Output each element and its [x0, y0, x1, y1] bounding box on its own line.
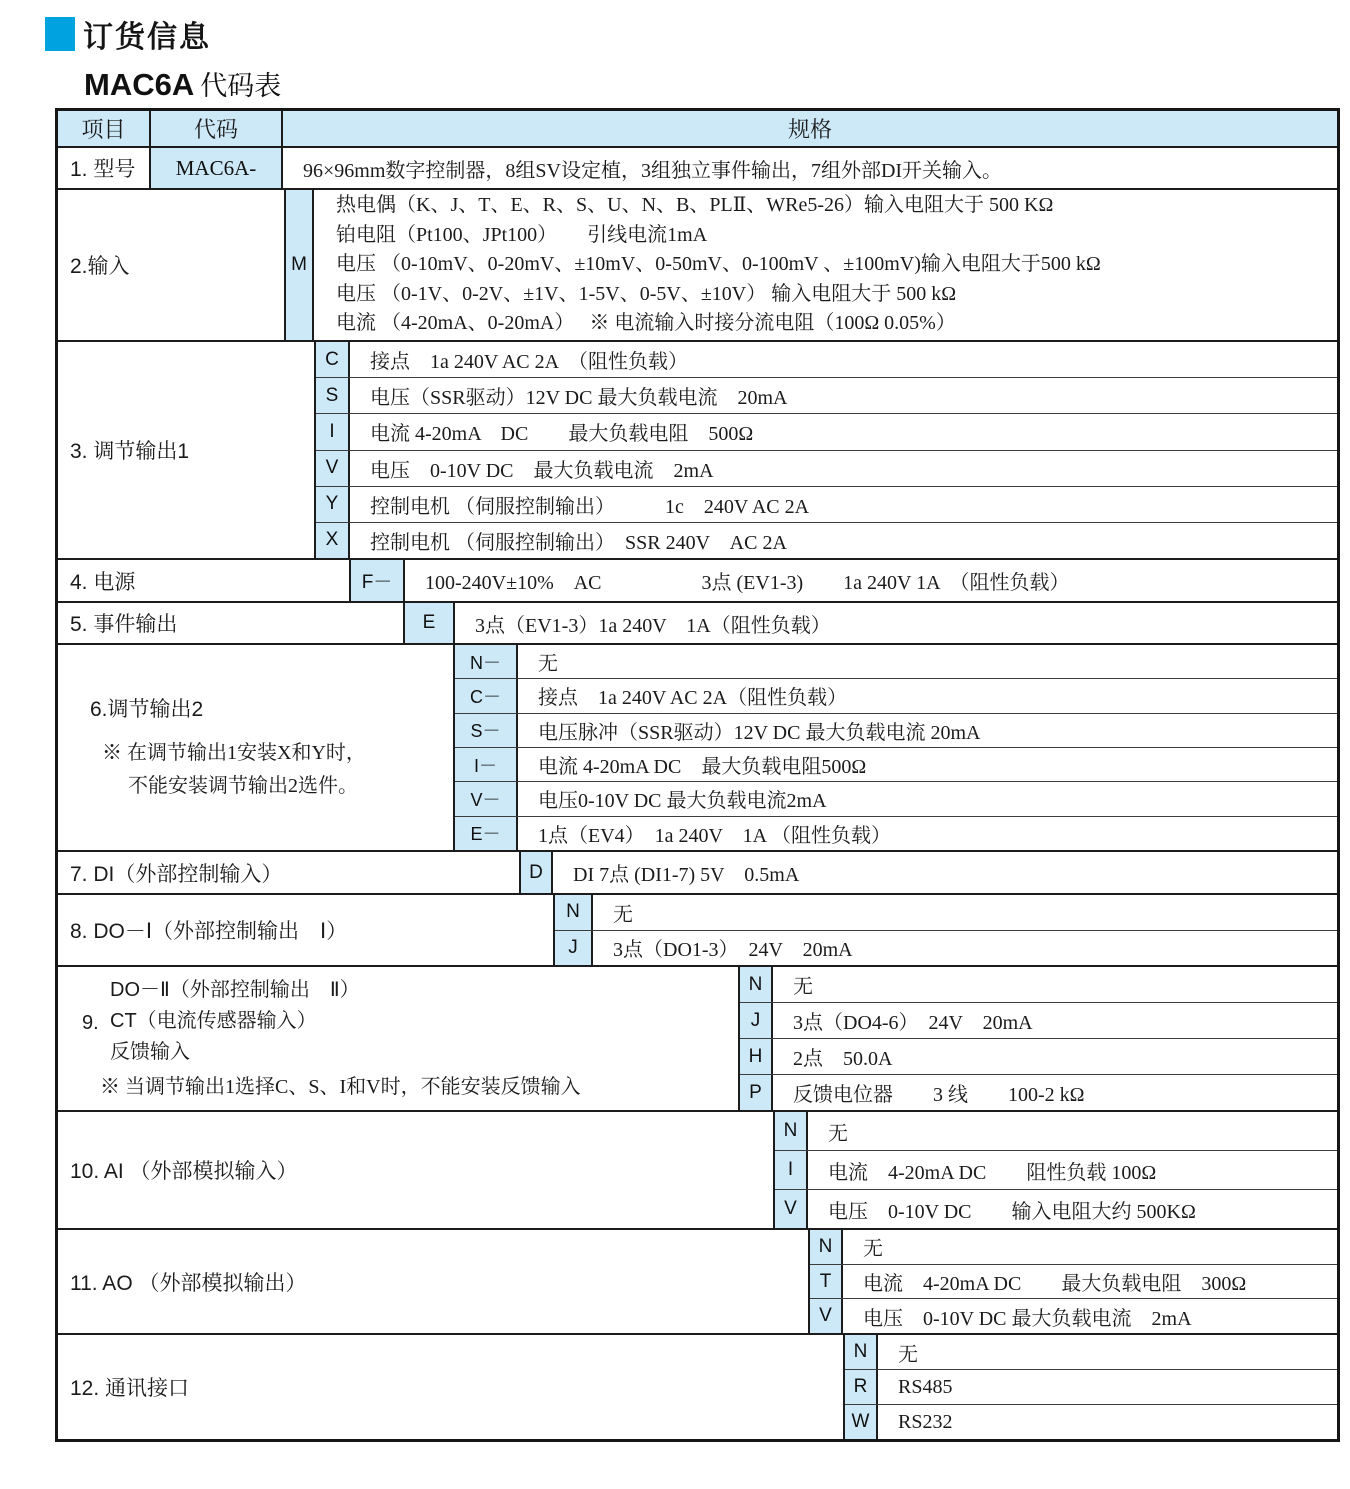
spec-cell: 电压 0-10V DC 最大负载电流 2mA	[370, 459, 714, 482]
code-cell: T	[810, 1265, 843, 1299]
spec-cell: 接点 1a 240V AC 2A （阻性负载）	[370, 351, 688, 374]
option-list	[845, 1335, 1337, 1439]
spec-cell: 3点（DO4-6） 24V 20mA	[793, 1012, 1033, 1034]
option-row	[316, 450, 1337, 486]
table-header-row	[58, 111, 1337, 146]
option-row	[775, 1189, 1337, 1228]
item-line: 反馈输入	[110, 1040, 190, 1063]
row-12-comm-interface	[58, 1333, 1337, 1439]
spec-cell	[314, 190, 1337, 340]
code-cell: C－	[455, 679, 518, 712]
code-cell: E	[405, 603, 455, 643]
model-name: MAC6A	[84, 67, 195, 102]
code-cell: R	[845, 1370, 878, 1404]
option-row	[810, 1230, 1337, 1264]
spec-cell: 控制电机 （伺服控制输出） 1c 240V AC 2A	[370, 495, 810, 518]
option-list	[555, 895, 1337, 965]
row-4-power	[58, 558, 1337, 601]
row-8-do-1	[58, 893, 1337, 965]
code-cell: C	[316, 342, 350, 377]
item-cell: 7. DI（外部控制输入）	[58, 852, 521, 893]
option-row	[555, 895, 1337, 930]
code-cell: V	[316, 451, 350, 486]
code-cell: I－	[455, 748, 518, 781]
code-cell: N	[845, 1335, 878, 1369]
code-cell: Y	[316, 487, 350, 522]
code-cell: S	[316, 378, 350, 413]
code-cell: V－	[455, 782, 518, 815]
code-cell: P	[740, 1075, 773, 1110]
code-cell: N	[810, 1230, 843, 1264]
spec-line: 铂电阻（Pt100、JPt100） 引线电流1mA	[336, 223, 708, 246]
item-cell: 2.输入	[58, 190, 286, 340]
option-list	[740, 967, 1337, 1110]
spec-cell: 电压 0-10V DC 最大负载电流 2mA	[863, 1307, 1192, 1330]
spec-cell: 电压脉冲（SSR驱动）12V DC 最大负载电流 20mA	[538, 721, 981, 744]
row-6-control-output-2	[58, 643, 1337, 850]
row-3-control-output-1	[58, 340, 1337, 558]
spec-line: 电流 （4-20mA、0-20mA） ※ 电流输入时接分流电阻（100Ω 0.05%）	[336, 312, 956, 335]
spec-cell: 电流 4-20mA DC 最大负载电阻500Ω	[538, 756, 867, 779]
code-cell: I	[316, 414, 350, 449]
option-row	[316, 486, 1337, 522]
spec-cell: 96×96mm数字控制器，8组SV设定植，3组独立事件输出，7组外部DI开关输入。	[303, 159, 1003, 182]
option-row	[845, 1369, 1337, 1404]
header-spec: 规格	[787, 117, 832, 142]
option-row	[740, 1074, 1337, 1110]
option-row	[775, 1150, 1337, 1189]
option-row	[555, 930, 1337, 966]
item-line: CT（电流传感器输入）	[110, 1009, 317, 1032]
option-row	[455, 678, 1337, 712]
code-cell: M	[286, 190, 314, 340]
item-title: 6.调节输出2	[90, 697, 204, 721]
row-2-input	[58, 188, 1337, 340]
option-row	[455, 816, 1337, 850]
subtitle-suffix: 代码表	[200, 71, 282, 101]
row-10-ai	[58, 1110, 1337, 1228]
spec-cell: 接点 1a 240V AC 2A（阻性负载）	[538, 687, 848, 710]
code-cell: J	[555, 931, 593, 966]
option-row	[316, 522, 1337, 558]
row-number: 9.	[82, 1011, 99, 1034]
spec-cell: 3点（EV1-3）1a 240V 1A（阻性负载）	[475, 614, 831, 637]
code-cell: F－	[351, 560, 405, 601]
item-note: ※ 当调节输出1选择C、S、I和V时，不能安装反馈输入	[100, 1075, 581, 1098]
code-cell: E－	[455, 817, 518, 850]
code-cell: V	[810, 1299, 843, 1333]
spec-cell: 3点（DO1-3） 24V 20mA	[613, 939, 853, 962]
option-list	[775, 1112, 1337, 1228]
option-row	[845, 1335, 1337, 1369]
row-7-di	[58, 850, 1337, 893]
option-row	[740, 1002, 1337, 1038]
spec-line: 电压 （0-1V、0-2V、±1V、1-5V、0-5V、±10V） 输入电阻大于 500 kΩ	[336, 282, 957, 305]
item-cell: 5. 事件输出	[58, 603, 405, 643]
spec-cell: 1点（EV4） 1a 240V 1A （阻性负载）	[538, 824, 891, 847]
option-row	[316, 413, 1337, 449]
spec-cell: 电压（SSR驱动）12V DC 最大负载电流 20mA	[370, 387, 788, 410]
code-cell: D	[521, 852, 553, 893]
code-cell: S－	[455, 714, 518, 747]
option-row	[455, 781, 1337, 815]
code-cell: I	[775, 1151, 808, 1189]
option-row	[810, 1264, 1337, 1299]
item-cell	[58, 645, 455, 850]
spec-cell: 电流 4-20mA DC 最大负载电阻 300Ω	[863, 1273, 1247, 1295]
item-cell: 1. 型号	[58, 148, 151, 188]
table-subtitle	[84, 64, 281, 103]
option-row	[810, 1298, 1337, 1333]
code-table	[55, 108, 1340, 1442]
spec-cell: 电流 4-20mA DC 阻性负载 100Ω	[828, 1161, 1157, 1184]
spec-cell: DI 7点 (DI1-7) 5V 0.5mA	[573, 864, 800, 886]
spec-cell: 电流 4-20mA DC 最大负载电阻 500Ω	[370, 423, 754, 446]
option-list	[455, 645, 1337, 850]
code-cell: N－	[455, 645, 518, 678]
spec-cell: 无	[793, 976, 813, 998]
option-row	[775, 1112, 1337, 1150]
spec-cell: 2点 50.0A	[793, 1048, 893, 1070]
row-9-do-2-ct-feedback	[58, 965, 1337, 1110]
row-11-ao	[58, 1228, 1337, 1333]
item-cell: 8. DO－Ⅰ（外部控制输出 Ⅰ）	[58, 895, 555, 965]
option-row	[316, 342, 1337, 377]
code-cell: V	[775, 1190, 808, 1228]
code-cell: N	[740, 967, 773, 1002]
option-row	[740, 1038, 1337, 1074]
code-cell: X	[316, 523, 350, 558]
spec-cell: 电压0-10V DC 最大负载电流2mA	[538, 790, 827, 813]
item-cell: 11. AO （外部模拟输出）	[58, 1230, 810, 1333]
spec-line: 电压 （0-10mV、0-20mV、±10mV、0-50mV、0-100mV 、±100mV)输入电阻大于500 kΩ	[336, 253, 1101, 276]
code-cell: W	[845, 1405, 878, 1439]
spec-cell: 无	[538, 653, 558, 676]
spec-cell: 无	[898, 1343, 918, 1366]
item-line: DO－Ⅱ（外部控制输出 Ⅱ）	[110, 978, 360, 1001]
row-1-model	[58, 146, 1337, 188]
spec-cell: 反馈电位器 3 线 100-2 kΩ	[793, 1084, 1085, 1106]
header-item: 项目	[58, 111, 151, 146]
option-list	[810, 1230, 1337, 1333]
spec-cell: 电压 0-10V DC 输入电阻大约 500KΩ	[828, 1200, 1196, 1223]
item-cell: 12. 通讯接口	[58, 1335, 845, 1439]
item-cell: 3. 调节输出1	[58, 342, 316, 558]
header-code: 代码	[151, 111, 283, 146]
item-note: ※ 在调节输出1安装X和Y时，	[102, 741, 366, 764]
option-row	[455, 713, 1337, 747]
item-note: 不能安装调节输出2选件。	[128, 774, 358, 797]
section-title: 订货信息	[83, 21, 211, 54]
row-5-event-output	[58, 601, 1337, 643]
code-cell: N	[555, 895, 593, 930]
option-row	[455, 747, 1337, 781]
spec-line: 热电偶（K、J、T、E、R、S、U、N、B、PLⅡ、WRe5-26）输入电阻大于 500 KΩ	[336, 194, 1054, 217]
item-cell: 4. 电源	[58, 560, 351, 601]
section-header	[45, 12, 211, 56]
option-list	[316, 342, 1337, 558]
spec-cell: 无	[613, 903, 633, 926]
code-cell: H	[740, 1039, 773, 1074]
item-lines	[70, 975, 591, 1103]
section-marker-square	[45, 17, 75, 51]
option-row	[740, 967, 1337, 1002]
spec-cell: RS485	[898, 1375, 953, 1398]
spec-cell: 100-240V±10% AC 3点 (EV1-3) 1a 240V 1A （阻性负载）	[425, 572, 1070, 594]
code-cell: J	[740, 1003, 773, 1038]
item-cell	[58, 967, 740, 1110]
option-row	[316, 377, 1337, 413]
spec-cell: 控制电机 （伺服控制输出） SSR 240V AC 2A	[370, 531, 787, 554]
spec-cell: 无	[863, 1238, 883, 1261]
option-row	[845, 1404, 1337, 1439]
item-cell: 10. AI （外部模拟输入）	[58, 1112, 775, 1228]
spec-cell: 无	[828, 1122, 848, 1145]
spec-cell: RS232	[898, 1410, 953, 1433]
code-cell: MAC6A-	[151, 148, 283, 188]
option-row	[455, 645, 1337, 678]
code-cell: N	[775, 1112, 808, 1150]
